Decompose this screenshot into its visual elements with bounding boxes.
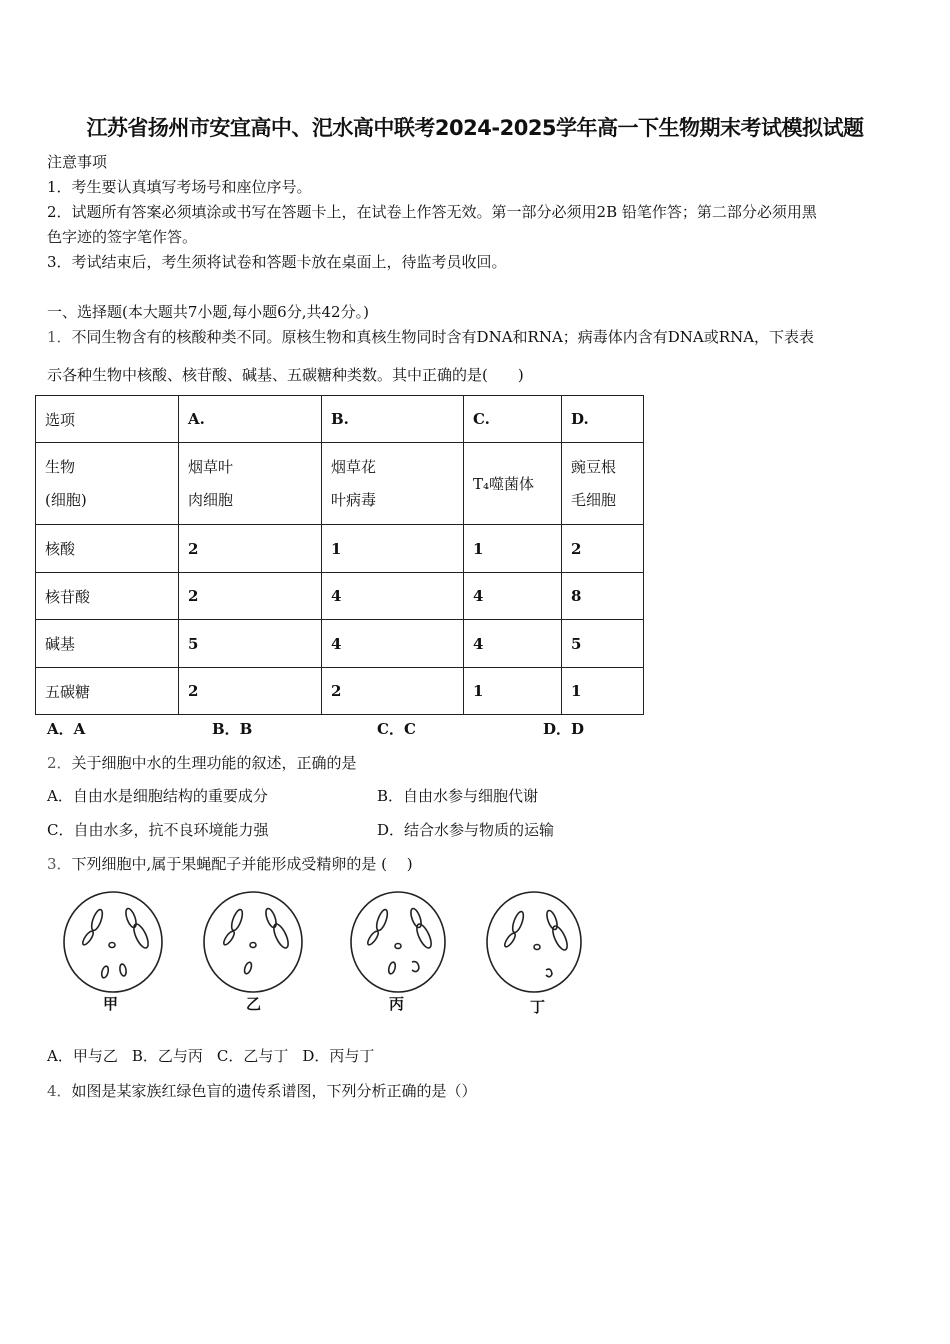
question-number: 1． [47, 328, 72, 346]
table-row [36, 668, 644, 715]
table-cell: C. [464, 396, 562, 443]
table-cell: 2 [179, 668, 322, 715]
notes-heading: 注意事项 [47, 153, 108, 171]
table-cell: D. [562, 396, 644, 443]
table-cell: 烟草花 叶病毒 [322, 443, 464, 525]
cell-bing [351, 892, 445, 992]
cell-label-ding: 丁 [530, 998, 546, 1016]
cell-ding [487, 892, 581, 992]
table-header-row [36, 396, 644, 443]
table-row [36, 620, 644, 668]
option-c[interactable]: C．自由水多，抗不良环境能力强 [47, 821, 269, 839]
table-cell: 烟草叶 肉细胞 [179, 443, 322, 525]
table-cell: 五碳糖 [36, 668, 179, 715]
question-1-stem-line2: 示各种生物中核酸、核苷酸、碱基、五碳糖种类数。其中正确的是( ) [47, 366, 524, 384]
question-1-table [35, 395, 644, 715]
table-cell: 8 [562, 573, 644, 620]
option-c[interactable]: C．C [377, 720, 416, 738]
cell-label-jia: 甲 [103, 995, 119, 1013]
option-b[interactable]: B．自由水参与细胞代谢 [377, 787, 539, 805]
section-heading: 一、选择题(本大题共7小题,每小题6分,共42分。) [47, 303, 369, 321]
table-cell: 2 [322, 668, 464, 715]
table-cell: 核苷酸 [36, 573, 179, 620]
table-row [36, 525, 644, 573]
table-cell: 豌豆根 毛细胞 [562, 443, 644, 525]
question-4-stem: 4．如图是某家族红绿色盲的遗传系谱图，下列分析正确的是（） [47, 1082, 477, 1100]
table-cell: 4 [322, 620, 464, 668]
option-b[interactable]: B．B [212, 720, 253, 738]
table-cell: 4 [464, 620, 562, 668]
cell-jia [64, 892, 162, 992]
note-item: 1．考生要认真填写考场号和座位序号。 [47, 178, 312, 196]
table-row [36, 573, 644, 620]
table-cell: 选项 [36, 396, 179, 443]
table-cell: 2 [179, 573, 322, 620]
table-cell: 核酸 [36, 525, 179, 573]
table-cell: 1 [464, 525, 562, 573]
question-number: 4． [47, 1082, 72, 1100]
question-number: 3． [47, 855, 72, 873]
table-cell: 4 [322, 573, 464, 620]
question-2-stem: 2．关于细胞中水的生理功能的叙述，正确的是 [47, 754, 357, 772]
option-b[interactable]: B．乙与丙 [131, 1047, 203, 1065]
note-item: 3．考试结束后，考生须将试卷和答题卡放在桌面上，待监考员收回。 [47, 253, 507, 271]
option-c[interactable]: C．乙与丁 [216, 1047, 289, 1065]
table-cell: 2 [562, 525, 644, 573]
option-d[interactable]: D．结合水参与物质的运输 [377, 821, 555, 839]
option-a[interactable]: A．A [47, 720, 86, 738]
question-3-stem: 3．下列细胞中,属于果蝇配子并能形成受精卵的是 ( ) [47, 855, 413, 873]
table-cell: T₄噬菌体 [464, 443, 562, 525]
option-a[interactable]: A．甲与乙 [47, 1047, 118, 1065]
question-3-options [47, 1047, 374, 1065]
table-cell: 1 [562, 668, 644, 715]
question-1-stem-line1: 1．不同生物含有的核酸种类不同。原核生物和真核生物同时含有DNA和RNA；病毒体内含有DNA或RNA，下表表 [47, 328, 815, 346]
cell-diagram-figure [55, 890, 595, 1020]
table-cell: 4 [464, 573, 562, 620]
cell-label-bing: 丙 [389, 995, 405, 1013]
question-number: 2． [47, 754, 72, 772]
table-row [36, 443, 644, 525]
table-cell: 5 [179, 620, 322, 668]
option-a[interactable]: A．自由水是细胞结构的重要成分 [47, 787, 268, 805]
cell-label-yi: 乙 [246, 995, 262, 1013]
option-d[interactable]: D．D [543, 720, 585, 738]
table-cell: 碱基 [36, 620, 179, 668]
page-title: 江苏省扬州市安宜高中、汜水高中联考2024-2025学年高一下生物期末考试模拟试题 [86, 116, 864, 140]
table-cell: 5 [562, 620, 644, 668]
note-item: 2．试题所有答案必须填涂或书写在答题卡上，在试卷上作答无效。第一部分必须用2B 铅笔作答；第二部分必须用黑 [47, 203, 817, 221]
table-cell: A. [179, 396, 322, 443]
table-cell: 2 [179, 525, 322, 573]
table-cell: 1 [464, 668, 562, 715]
cell-yi [204, 892, 302, 992]
table-cell: 生物 (细胞) [36, 443, 179, 525]
option-d[interactable]: D．丙与丁 [302, 1047, 375, 1065]
table-cell: 1 [322, 525, 464, 573]
table-cell: B. [322, 396, 464, 443]
note-item: 色字迹的签字笔作答。 [47, 228, 198, 246]
